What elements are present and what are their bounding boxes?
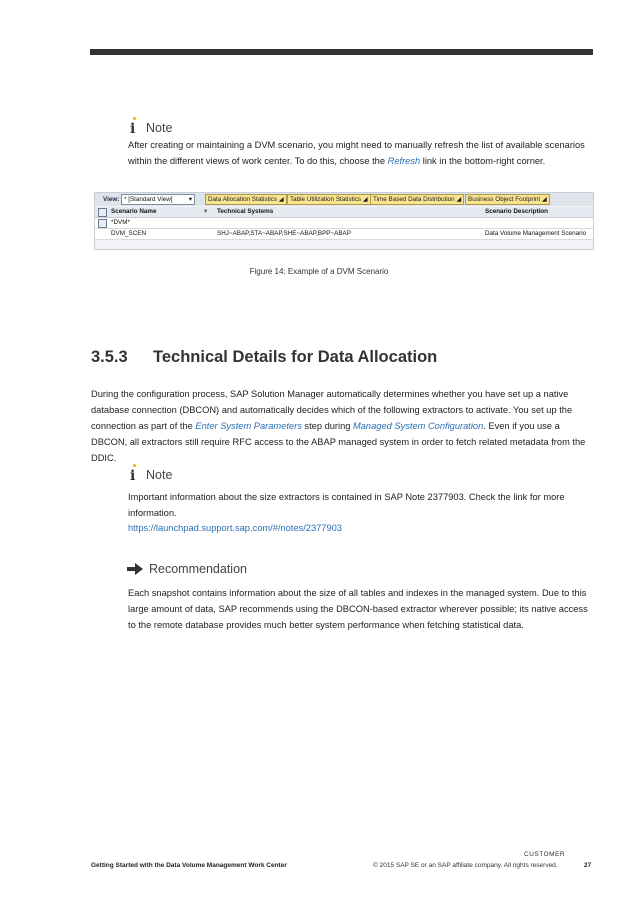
view-toolbar (95, 193, 593, 206)
header-bar (90, 49, 593, 55)
body-paragraph: During the configuration process, SAP Solution Manager automatically determines whether you have set up a native database connection (DBCON) and automatically decides which of the following extractors to activate. You set up the connection as part of the Enter System Parameters step during Managed System Configuration. Even if you use a DBCON, all extractors still require RFC access to the ABAP managed system in order to fetch related metadata from the DDIC. (91, 389, 586, 463)
time-based-data-distribution-button[interactable]: Time Based Data Distribution ◢ (370, 194, 464, 205)
dropdown-arrow-icon: ▾ (188, 196, 192, 203)
footer-doc-title: Getting Started with the Data Volume Management Work Center (91, 862, 287, 869)
view-select[interactable]: * [Standard View] ▾ (121, 194, 195, 205)
col-scenario-description[interactable]: Scenario Description (485, 208, 548, 215)
section-heading: 3.5.3 Technical Details for Data Allocation (91, 348, 438, 366)
view-label: View: (103, 196, 120, 203)
page-number: 27 (584, 862, 592, 869)
business-object-footprint-button[interactable]: Business Object Footprint ◢ (465, 194, 550, 205)
dvm-scenario-screenshot (94, 192, 594, 250)
recommendation-title: Recommendation (149, 562, 247, 576)
note-text: Important information about the size extractors is contained in SAP Note 2377903. Check the link for more information. (128, 492, 565, 518)
footer-classification: CUSTOMER (524, 851, 566, 858)
footer-copyright: © 2015 SAP SE or an SAP affiliate company. All rights reserved. (373, 862, 558, 869)
data-allocation-statistics-button[interactable]: Data Allocation Statistics ◢ (205, 194, 287, 205)
refresh-link[interactable]: Refresh (387, 156, 421, 166)
table-row[interactable]: *DVM* (95, 218, 593, 229)
col-scenario-name[interactable]: Scenario Name (111, 208, 157, 215)
note-heading (129, 464, 172, 482)
note-title: Note (146, 121, 173, 135)
info-icon: i (129, 464, 141, 482)
recommendation-heading (127, 562, 247, 576)
managed-system-configuration-link[interactable]: Managed System Configuration (353, 421, 484, 431)
settings-icon[interactable] (98, 208, 107, 217)
col-technical-systems[interactable]: Technical Systems (217, 208, 274, 215)
figure-caption: Figure 14: Example of a DVM Scenario (249, 267, 389, 276)
sap-note-link[interactable]: https://launchpad.support.sap.com/#/notes/2377903 (128, 523, 342, 533)
arrow-right-icon (127, 563, 143, 575)
filter-icon[interactable] (98, 219, 107, 228)
enter-system-parameters-link[interactable]: Enter System Parameters (195, 421, 302, 431)
table-header (95, 207, 593, 218)
filter-arrow-icon[interactable]: ▾ (204, 208, 208, 215)
table-utilization-statistics-button[interactable]: Table Utilization Statistics ◢ (287, 194, 371, 205)
note-heading (129, 117, 172, 135)
recommendation-text: Each snapshot contains information about the size of all tables and indexes in the managed system. Due to this large amount of data, SAP recommends using the DBCON-based extractor wherever possible; its native access to the remote database provides much better system performance when fetching statistical data. (128, 588, 588, 630)
info-icon: i (129, 117, 141, 135)
table-row[interactable]: DVM_SCEN SHJ~ABAP,STA~ABAP,SHE~ABAP,BPP~ABAP Data Volume Management Scenario (95, 229, 593, 240)
note-text: After creating or maintaining a DVM scenario, you might need to manually refresh the list of available scenarios within the different views of work center. To do this, choose the Refresh link in the bottom-right corner. (128, 140, 585, 166)
note-title: Note (146, 468, 173, 482)
